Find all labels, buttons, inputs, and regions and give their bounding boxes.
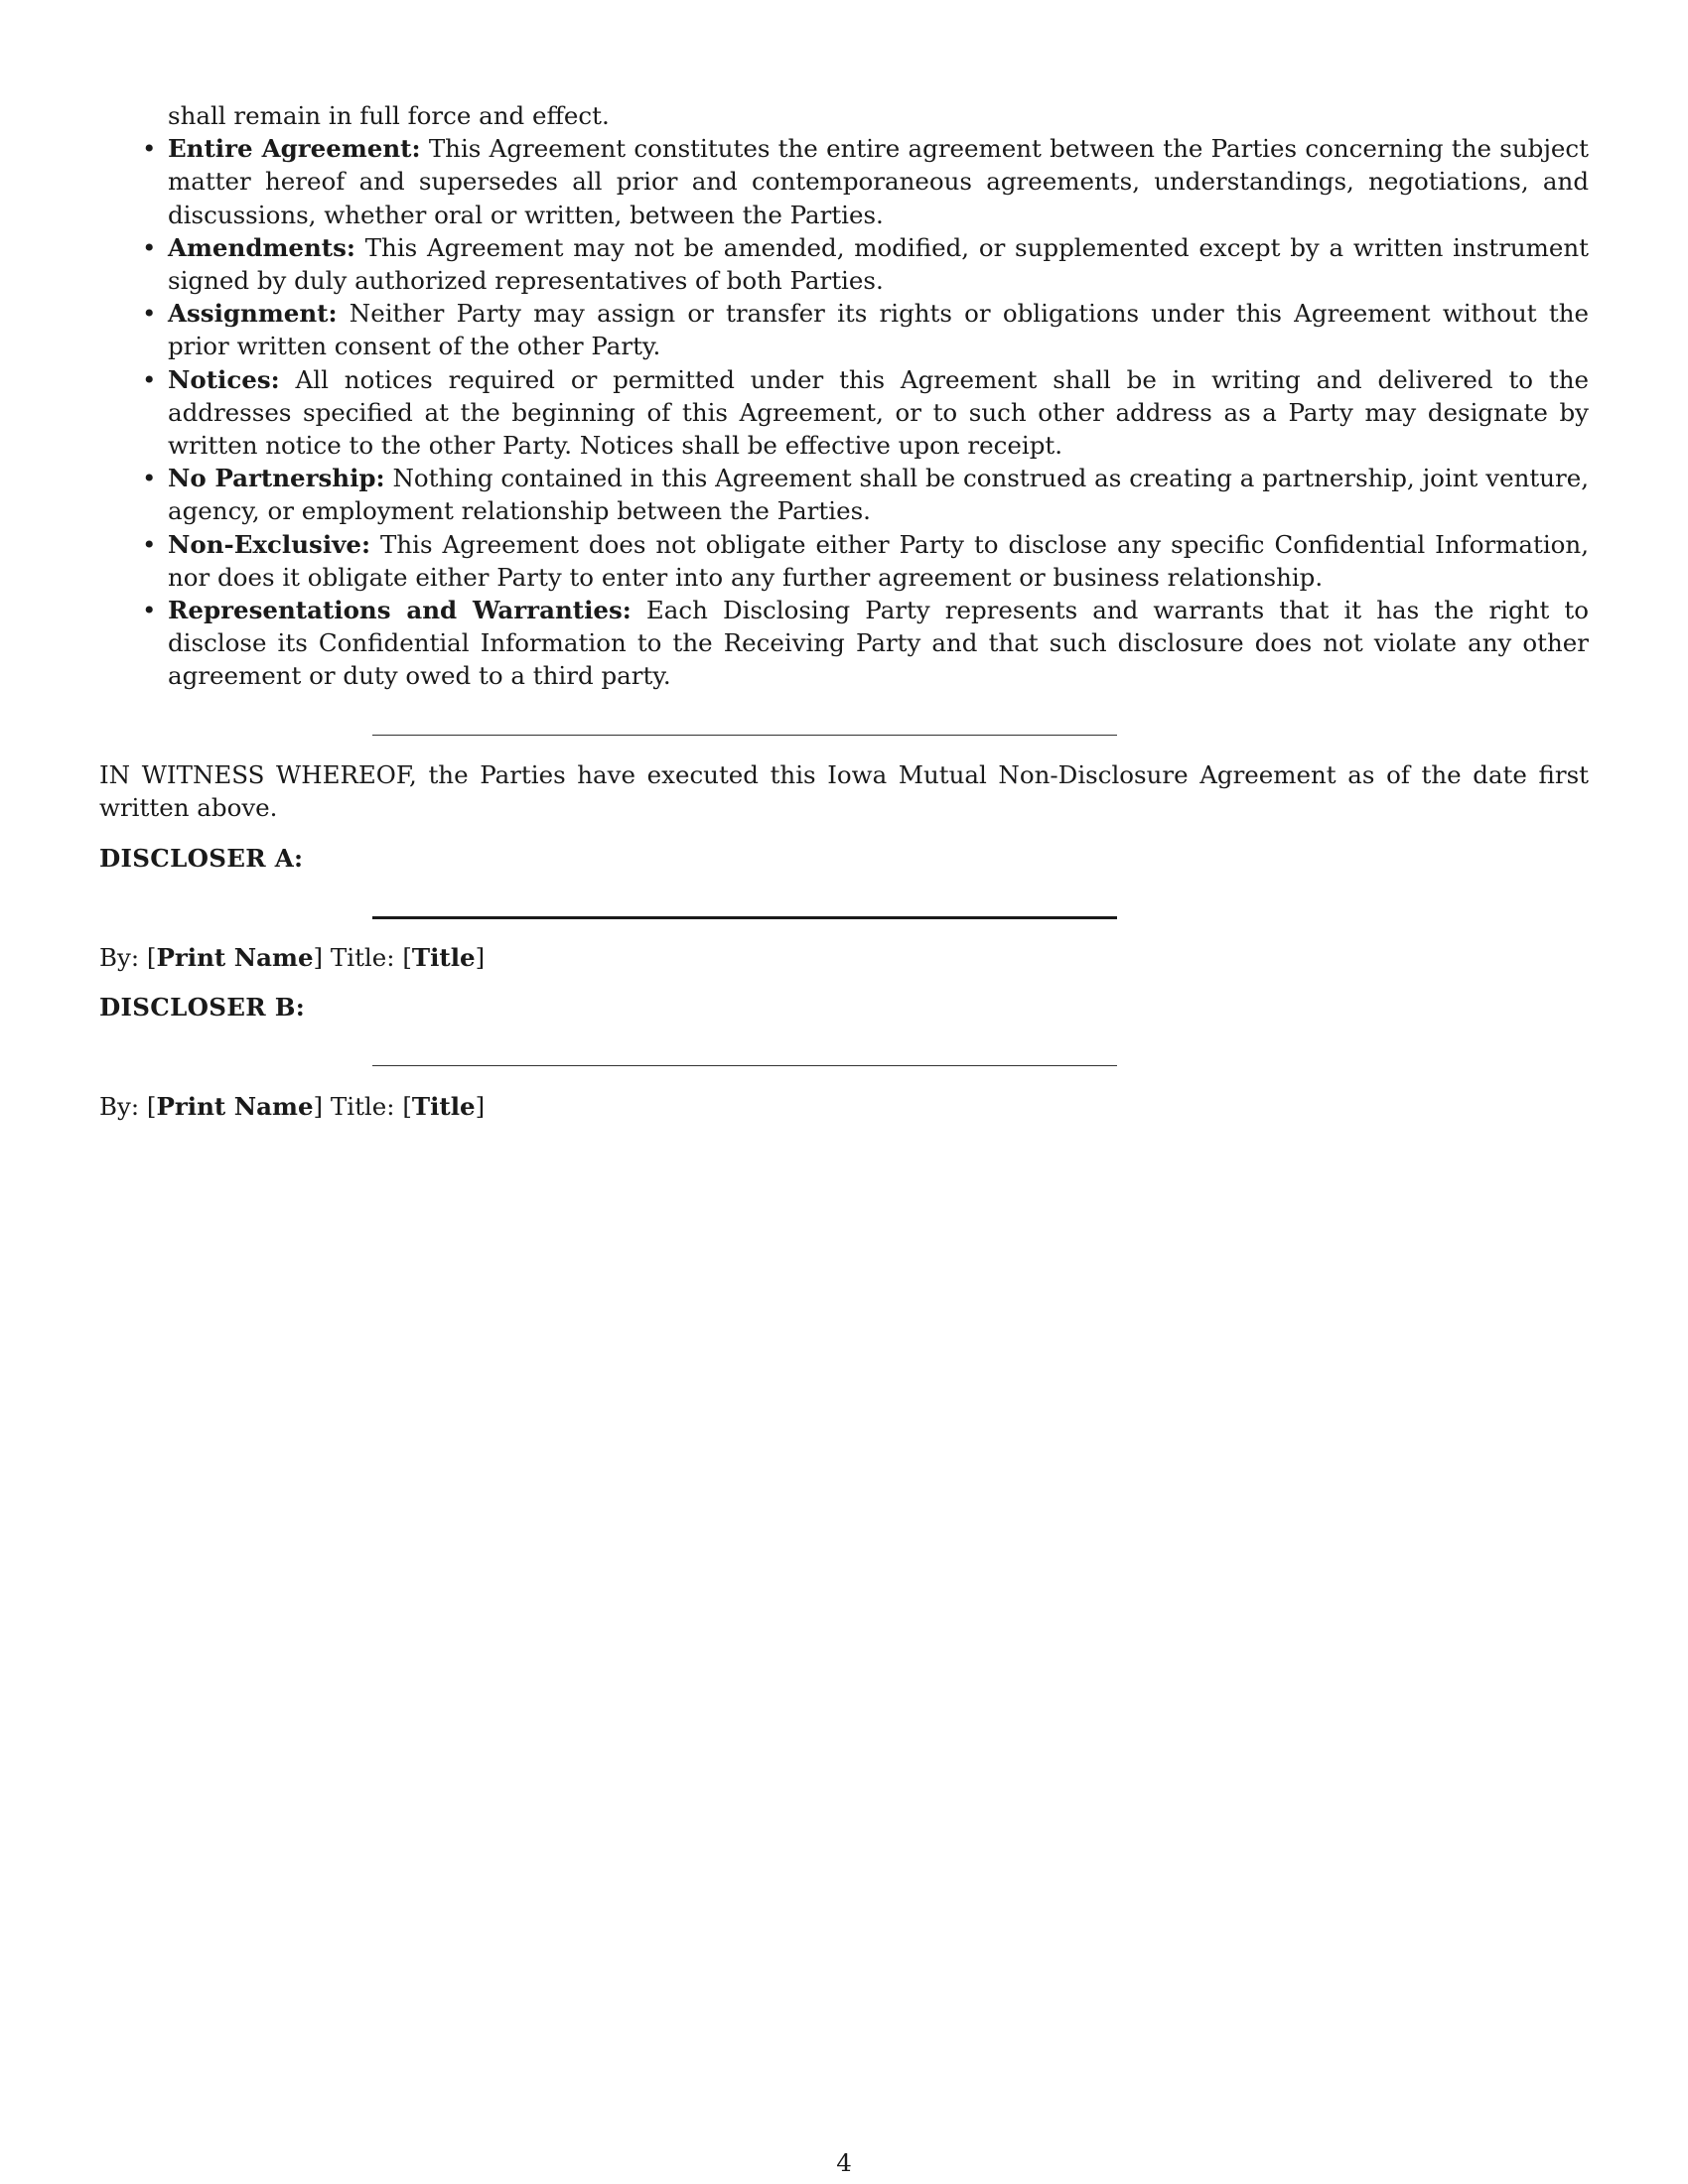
bullet-icon: • (142, 232, 157, 262)
clause-text: Nothing contained in this Agreement shall be construed as creating a partnership, joint venture, agency, or employment relationship between the Parties. (168, 464, 1589, 526)
title-placeholder: Title (411, 1092, 476, 1121)
discloser-b-signature-block: By: [Print Name] Title: [Title] (99, 1092, 486, 1121)
clause-title: Entire Agreement: (168, 134, 421, 164)
bullet-icon: • (142, 364, 157, 394)
print-name-placeholder: Print Name (156, 943, 314, 972)
title-label: Title: (330, 943, 395, 972)
discloser-a-signature-block: By: [Print Name] Title: [Title] (99, 943, 486, 972)
clause-text: Each Disclosing Party represents and warrants that it has the right to disclose its Confidential Information to the Receiving Party and that such disclosure does not violate any other agreement or duty owed to a third party. (168, 596, 1589, 691)
clause-text: Neither Party may assign or transfer its rights or obligations under this Agreement without the prior written consent of the other Party. (168, 299, 1589, 361)
clause-text: This Agreement may not be amended, modified, or supplemented except by a written instrument signed by duly authorized representatives of both Parties. (168, 232, 1589, 296)
clause-notices (99, 363, 1589, 463)
clause-title: No Partnership: (168, 464, 385, 493)
clause-text: All notices required or permitted under this Agreement shall be in writing and delivered to the addresses specified at the beginning of this Agreement, or to such other address as a Party may designate by written notice to the other Party. Notices shall be effective upon receipt. (168, 364, 1589, 461)
bullet-icon: • (142, 299, 157, 329)
clause-assignment (99, 297, 1589, 362)
discloser-b-signature-line[interactable] (372, 1065, 1117, 1066)
clause-non-exclusive (99, 528, 1589, 594)
bullet-icon: • (142, 529, 157, 559)
clause-text: This Agreement does not obligate either Party to disclose any specific Confidential Information, nor does it obligate either Party to enter into any further agreement or business relationship. (168, 529, 1589, 592)
clause-amendments (99, 231, 1589, 297)
clause-title: Non-Exclusive: (168, 529, 371, 559)
discloser-b-heading: DISCLOSER B: (99, 993, 306, 1022)
section-divider (372, 735, 1117, 736)
clause-text: This Agreement constitutes the entire agreement between the Parties concerning the subject matter hereof and supersedes all prior and contemporaneous agreements, understandings, negotiations, and discussions, whether oral or written, between the Parties. (168, 134, 1589, 229)
clause-entire-agreement (99, 132, 1589, 231)
page-number: 4 (836, 2148, 852, 2177)
bullet-icon: • (142, 134, 157, 164)
witness-statement: IN WITNESS WHEREOF, the Parties have executed this Iowa Mutual Non-Disclosure Agreement as of the date first written above. (99, 760, 1589, 823)
by-label: By: (99, 943, 140, 972)
title-label: Title: (330, 1092, 395, 1121)
continuation-text: shall remain in full force and effect. (168, 101, 610, 130)
clause-title: Amendments: (168, 232, 355, 262)
clause-title: Representations and Warranties: (168, 596, 632, 625)
discloser-a-signature-line[interactable] (372, 916, 1117, 919)
by-label: By: (99, 1092, 140, 1121)
document-body (99, 99, 1589, 693)
print-name-placeholder: Print Name (156, 1092, 314, 1121)
bullet-icon: • (142, 596, 157, 625)
title-placeholder: Title (411, 943, 476, 972)
discloser-a-heading: DISCLOSER A: (99, 844, 304, 873)
clause-title: Assignment: (168, 299, 338, 329)
clause-no-partnership (99, 462, 1589, 527)
bullet-icon: • (142, 464, 157, 493)
clause-representations-warranties (99, 594, 1589, 693)
clause-list (99, 132, 1589, 692)
clause-title: Notices: (168, 364, 280, 394)
